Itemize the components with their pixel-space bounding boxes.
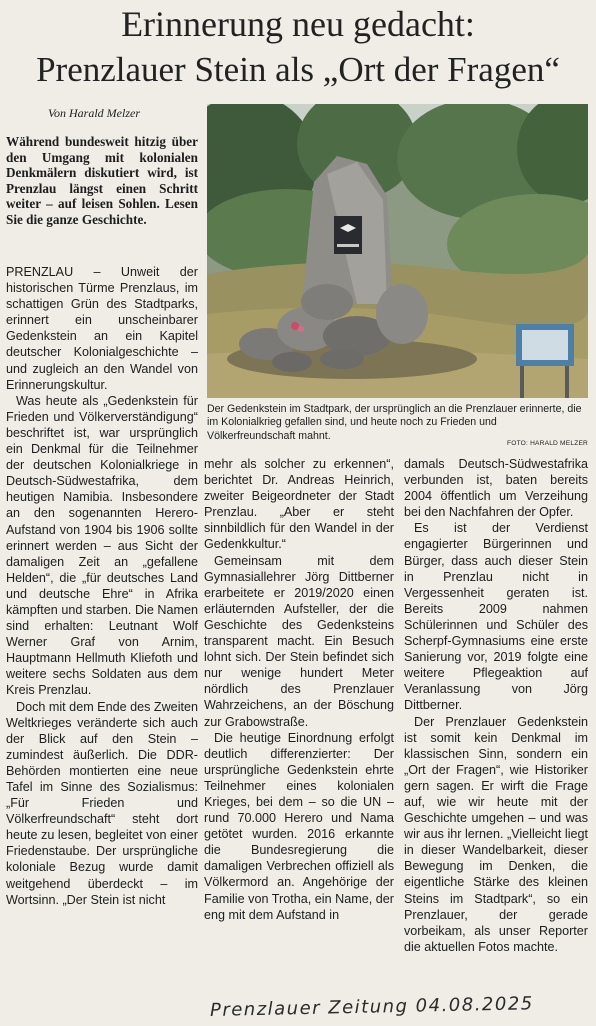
article-column-1 <box>6 264 198 1010</box>
article-column-2 <box>204 456 394 1010</box>
paragraph: Der Prenzlauer Gedenkstein ist somit kein Denkmal im klassischen Sinn, sondern ein „Ort der Fragen“, wie Historiker gern sagen. Er wirft die Frage auf, wie wir heute mit der Geschichte umgehen – und was wir aus ihr lernen. „Vielleicht liegt in dieser Wandelbarkeit, dieser Bewegung im Denken, die eigentliche Stärke des kleinen Steins im Stadtpark“, so ein Prenzlauer, der gerade vorbeikam, als unser Reporter die aktuellen Fotos machte. <box>404 714 588 954</box>
photo-credit: FOTO: HARALD MELZER <box>507 440 588 447</box>
photo-caption: Der Gedenkstein im Stadtpark, der ursprünglich an die Prenzlauer erinnerte, die im Kolonialkrieg gefallen sind, und heute noch zu Frieden und Völkerfreundschaft mahnt. <box>207 403 582 442</box>
photo-illustration <box>207 104 588 398</box>
byline: Von Harald Melzer <box>48 106 140 120</box>
article-column-3 <box>404 456 588 1010</box>
paragraph: Die heutige Einordnung erfolgt deutlich differenzierter: Der ursprüngliche Gedenkstein ehrte Teilnehmer eines kolonialen Krieges, bei dem – so die UN – rund 70.000 Herero und Nama getötet wurden. 2016 erkannte die Bundesregierung die damaligen Verbrechen offiziell als Völkermord an. Angehörige der Familie von Trotha, ein Name, der eng mit dem Aufstand in <box>204 730 394 922</box>
paragraph: damals Deutsch-Südwestafrika verbunden ist, baten bereits 2004 öffentlich um Verzeihung bei den Nachfahren der Opfer. <box>404 457 588 520</box>
paragraph: PRENZLAU – Unweit der historischen Türme Prenzlaus, im schattigen Grün des Stadtparks, erinnert ein unscheinbarer Gedenkstein an ein Kapitel deutscher Kolonialgeschichte – und zugleich an den Wandel von Erinnerungskultur. <box>6 265 198 392</box>
paragraph: Doch mit dem Ende des Zweiten Weltkrieges veränderte sich auch der Blick auf den Stein – zumindest äußerlich. Die DDR-Behörden montierten eine neue Tafel im Sinne des Sozialismus: „Für Frieden und Völkerfreundschaft“ steht dort heute zu lesen, begleitet von einer Friedenstaube. Der ursprüngliche koloniale Bezug wurde damit weitgehend überdeckt – im Wortsinn. „Der Stein ist nicht <box>6 699 198 907</box>
headline-line-2: Prenzlauer Stein als „Ort der Fragen“ <box>36 50 560 89</box>
paragraph: Gemeinsam mit dem Gymnasiallehrer Jörg Dittberner erarbeitete er 2019/2020 einen erläuternden Aufsteller, der die Geschichte des Gedenksteins transparent macht. Ein Besuch lohnt sich. Der Stein befindet sich nur wenige hundert Meter nördlich des Prenzlauer Wahrzeichens, an der Böschung zur Grabowstraße. <box>204 553 394 729</box>
paragraph: Es ist der Verdienst engagierter Bürgerinnen und Bürger, dass auch dieser Stein in Prenzlau nicht in Vergessenheit geraten ist. Bereits 2009 nahmen Schülerinnen und Schüler des Scherpf-Gymnasiums eine erste Sanierung vor, 2019 folgte eine weitere Pflegeaktion auf Veranlassung von Jörg Dittberner. <box>404 521 588 713</box>
lead-paragraph: Während bundesweit hitzig über den Umgang mit kolonialen Denkmälern diskutiert wird, ist Prenzlau längst einen Schritt weiter – auf leisen Sohlen. Lesen Sie die ganze Geschichte. <box>6 134 198 227</box>
memorial-stone-photo <box>207 104 588 398</box>
paragraph: Was heute als „Gedenkstein für Frieden und Völkerverständigung“ beschriftet ist, war ursprünglich ein Denkmal für die Teilnehmer der deutschen Kolonialkriege in Deutsch-Südwestafrika, dem heutigen Namibia. Insbesondere an den sogenannten Herero-Aufstand von 1904 bis 1906 sollte erinnert werden – aus Sicht der damaligen Zeit an „gefallene Helden“, die „für deutsches Land und deutsche Ehre“ in Afrika kämpften und starben. Die Namen sind erhalten: Leutnant Wolf Werner Graf von Arnim, Hauptmann Hellmuth Kliefoth und weitere sechs Soldaten aus dem Kreis Prenzlau. <box>6 393 198 698</box>
headline-line-1: Erinnerung neu gedacht: <box>121 4 475 44</box>
handwritten-source-note: Prenzlauer Zeitung 04.08.2025 <box>209 993 534 1021</box>
paragraph: mehr als solcher zu erkennen“, berichtet Dr. Andreas Heinrich, zweiter Beigeordneter der Stadt Prenzlau. „Aber er steht sinnbildlich für den Wandel in der Gedenkkultur.“ <box>204 457 394 552</box>
